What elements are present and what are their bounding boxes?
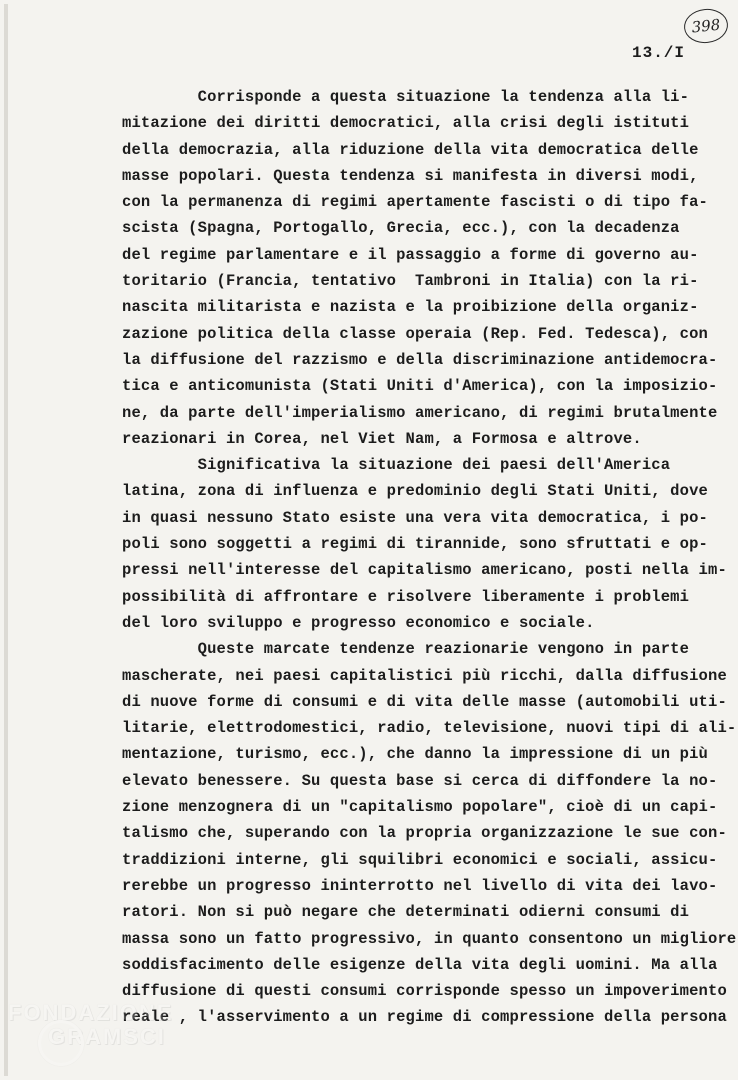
text-line: Queste marcate tendenze reazionarie vengono in parte	[122, 640, 690, 659]
text-line: con la permanenza di regimi apertamente fascisti o di tipo fa-	[122, 193, 708, 212]
text-line: del loro sviluppo e progresso economico e sociale.	[122, 613, 595, 632]
text-line: nascita militarista e nazista e la proibizione della organiz-	[122, 298, 699, 317]
text-line: ne, da parte dell'imperialismo americano, di regimi brutalmente	[122, 403, 718, 422]
text-line: Corrisponde a questa situazione la tendenza alla li-	[122, 88, 690, 106]
text-line: reazionari in Corea, nel Viet Nam, a Formosa e altrove.	[122, 429, 642, 448]
text-line: reale , l'asservimento a un regime di compressione della persona	[122, 1008, 727, 1027]
text-line: diffusione di questi consumi corrisponde spesso un impoverimento	[122, 982, 727, 1001]
text-line: talismo che, superando con la propria organizzazione le sue con-	[122, 824, 727, 843]
page-number: 13./I	[632, 44, 686, 62]
watermark-circle-icon	[38, 1020, 84, 1066]
text-line: mascherate, nei paesi capitalistici più ricchi, dalla diffusione	[122, 666, 727, 685]
text-line: poli sono soggetti a regimi di tirannide, sono sfruttati e op-	[122, 535, 708, 554]
text-line: di nuove forme di consumi e di vita delle masse (automobili uti-	[122, 692, 727, 711]
text-line: della democrazia, alla riduzione della vita democratica delle	[122, 140, 699, 159]
text-line: Significativa la situazione dei paesi dell'America	[122, 456, 671, 475]
typewritten-text	[122, 84, 737, 1031]
text-line: rerebbe un progresso ininterrotto nel livello di vita dei lavo-	[122, 876, 718, 895]
text-line: soddisfacimento delle esigenze della vita degli uomini. Ma alla	[122, 955, 718, 974]
watermark-line-1: FONDAZIONE	[8, 1000, 174, 1025]
text-line: del regime parlamentare e il passaggio a forme di governo au-	[122, 245, 699, 264]
text-line: elevato benessere. Su questa base si cerca di diffondere la no-	[122, 771, 718, 790]
text-line: toritario (Francia, tentativo Tambroni in Italia) con la ri-	[122, 272, 699, 291]
archive-number-stamp: 398	[682, 7, 729, 45]
text-line: ratori. Non si può negare che determinati odierni consumi di	[122, 903, 690, 922]
text-line: masse popolari. Questa tendenza si manifesta in diversi modi,	[122, 166, 699, 185]
text-line: pressi nell'interesse del capitalismo americano, posti nella im-	[122, 561, 727, 580]
text-line: mentazione, turismo, ecc.), che danno la impressione di un più	[122, 745, 708, 764]
text-line: zazione politica della classe operaia (Rep. Fed. Tedesca), con	[122, 324, 708, 343]
text-line: massa sono un fatto progressivo, in quanto consentono un migliore	[122, 929, 737, 948]
watermark-logo	[8, 1000, 208, 1070]
text-line: litarie, elettrodomestici, radio, televisione, nuovi tipi di ali-	[122, 719, 737, 738]
page-edge	[4, 4, 8, 1076]
text-line: mitazione dei diritti democratici, alla crisi degli istituti	[122, 114, 690, 133]
text-line: traddizioni interne, gli squilibri economici e sociali, assicu-	[122, 850, 718, 869]
text-line: possibilità di affrontare e risolvere liberamente i problemi	[122, 587, 690, 606]
watermark-line-2: GRAMSCI	[48, 1024, 166, 1049]
text-line: zione menzognera di un "capitalismo popolare", cioè di un capi-	[122, 798, 718, 817]
text-line: la diffusione del razzismo e della discriminazione antidemocra-	[122, 350, 718, 369]
text-line: scista (Spagna, Portogallo, Grecia, ecc.), con la decadenza	[122, 219, 680, 238]
text-line: tica e anticomunista (Stati Uniti d'America), con la imposizio-	[122, 377, 718, 396]
text-line: latina, zona di influenza e predominio degli Stati Uniti, dove	[122, 482, 708, 501]
text-line: in quasi nessuno Stato esiste una vera vita democratica, i po-	[122, 508, 708, 527]
